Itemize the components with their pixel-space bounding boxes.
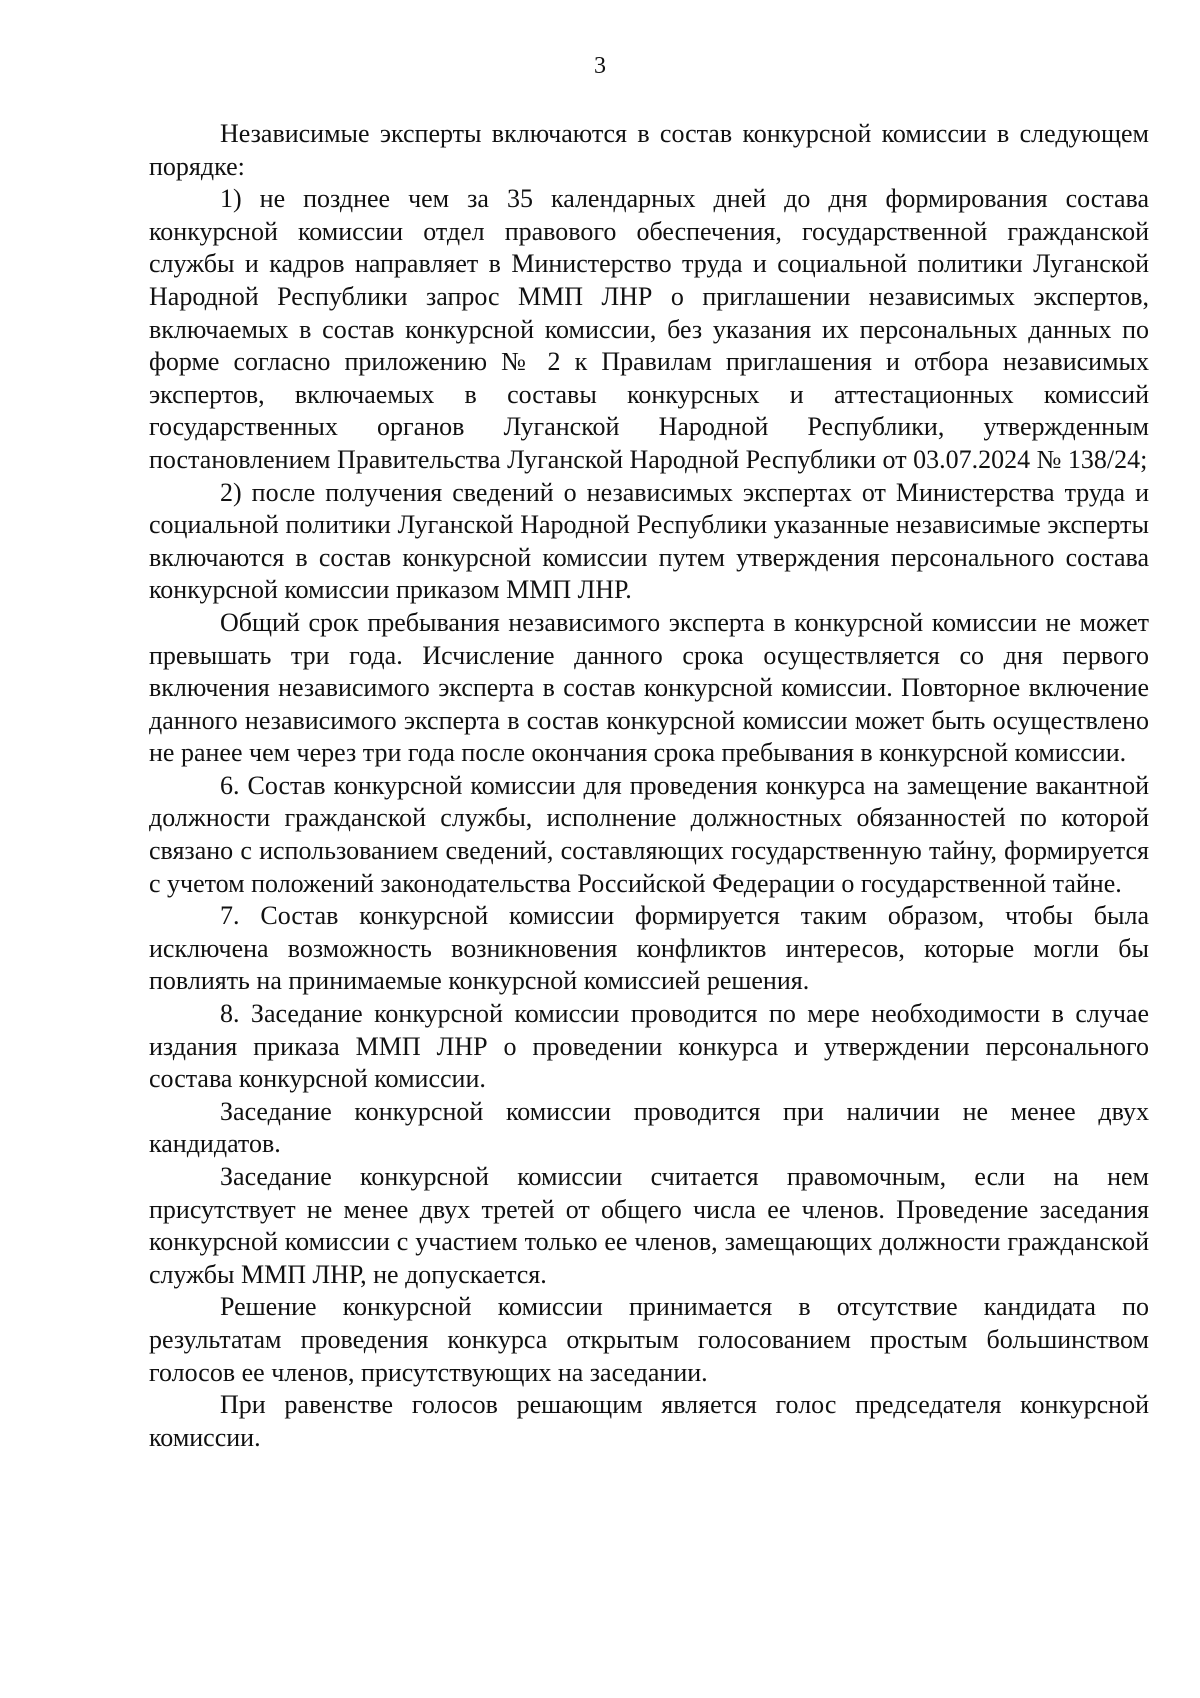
paragraph: Заседание конкурсной комиссии проводится при наличии не менее двух кандидатов. — [149, 1096, 1149, 1159]
paragraph: 8. Заседание конкурсной комиссии проводится по мере необходимости в случае издания приказа ММП ЛНР о проведении конкурса и утверждении персонального состава конкурсной комиссии. — [149, 999, 1149, 1094]
paragraph: Независимые эксперты включаются в состав конкурсной комиссии в следующем порядке: — [149, 119, 1149, 181]
paragraph: 7. Состав конкурсной комиссии формируется таким образом, чтобы была исключена возможность возникновения конфликтов интересов, которые могли бы повлиять на принимаемые конкурсной комиссией решения. — [149, 901, 1149, 996]
paragraph: 6. Состав конкурсной комиссии для проведения конкурса на замещение вакантной должности гражданской службы, исполнение должностных обязанностей по которой связано с использованием сведений, составляющих государственную тайну, формируется с учетом положений законодательства Российской Федерации о государственной тайне. — [149, 770, 1149, 898]
paragraph: 2) после получения сведений о независимых экспертах от Министерства труда и социальной политики Луганской Народной Республики указанные независимые эксперты включаются в состав конкурсной комиссии путем утверждения персонального состава конкурсной комиссии приказом ММП ЛНР. — [149, 477, 1149, 605]
paragraph: 1) не позднее чем за 35 календарных дней до дня формирования состава конкурсной комиссии отдел правового обеспечения, государственной гражданской службы и кадров направляет в Министерство труда и социальной политики Луганской Народной Республики запрос ММП ЛНР о приглашении независимых экспертов, включаемых в состав конкурсной комиссии, без указания их персональных данных по форме согласно приложению № 2 к Правилам приглашения и отбора независимых экспертов, включаемых в составы конкурсных и аттестационных комиссий государственных органов Луганской Народной Республики, утвержденным постановлением Правительства Луганской Народной Республики от 03.07.2024 № 138/24; — [149, 184, 1149, 474]
page-number: 3 — [594, 53, 606, 79]
paragraph: Заседание конкурсной комиссии считается правомочным, если на нем присутствует не менее двух третей от общего числа ее членов. Проведение заседания конкурсной комиссии с участием только ее членов, замещающих должности гражданской службы ММП ЛНР, не допускается. — [149, 1162, 1149, 1289]
paragraph: При равенстве голосов решающим является голос председателя конкурсной комиссии. — [149, 1390, 1149, 1452]
paragraph: Общий срок пребывания независимого эксперта в конкурсной комиссии не может превышать три года. Исчисление данного срока осуществляется со дня первого включения независимого эксперта в состав конкурсной комиссии. Повторное включение данного независимого эксперта в состав конкурсной комиссии может быть осуществлено не ранее чем через три года после окончания срока пребывания в конкурсной комиссии. — [149, 607, 1149, 768]
paragraph: Решение конкурсной комиссии принимается в отсутствие кандидата по результатам проведения конкурса открытым голосованием простым большинством голосов ее членов, присутствующих на заседании. — [149, 1292, 1149, 1387]
document-body — [149, 118, 1149, 1454]
